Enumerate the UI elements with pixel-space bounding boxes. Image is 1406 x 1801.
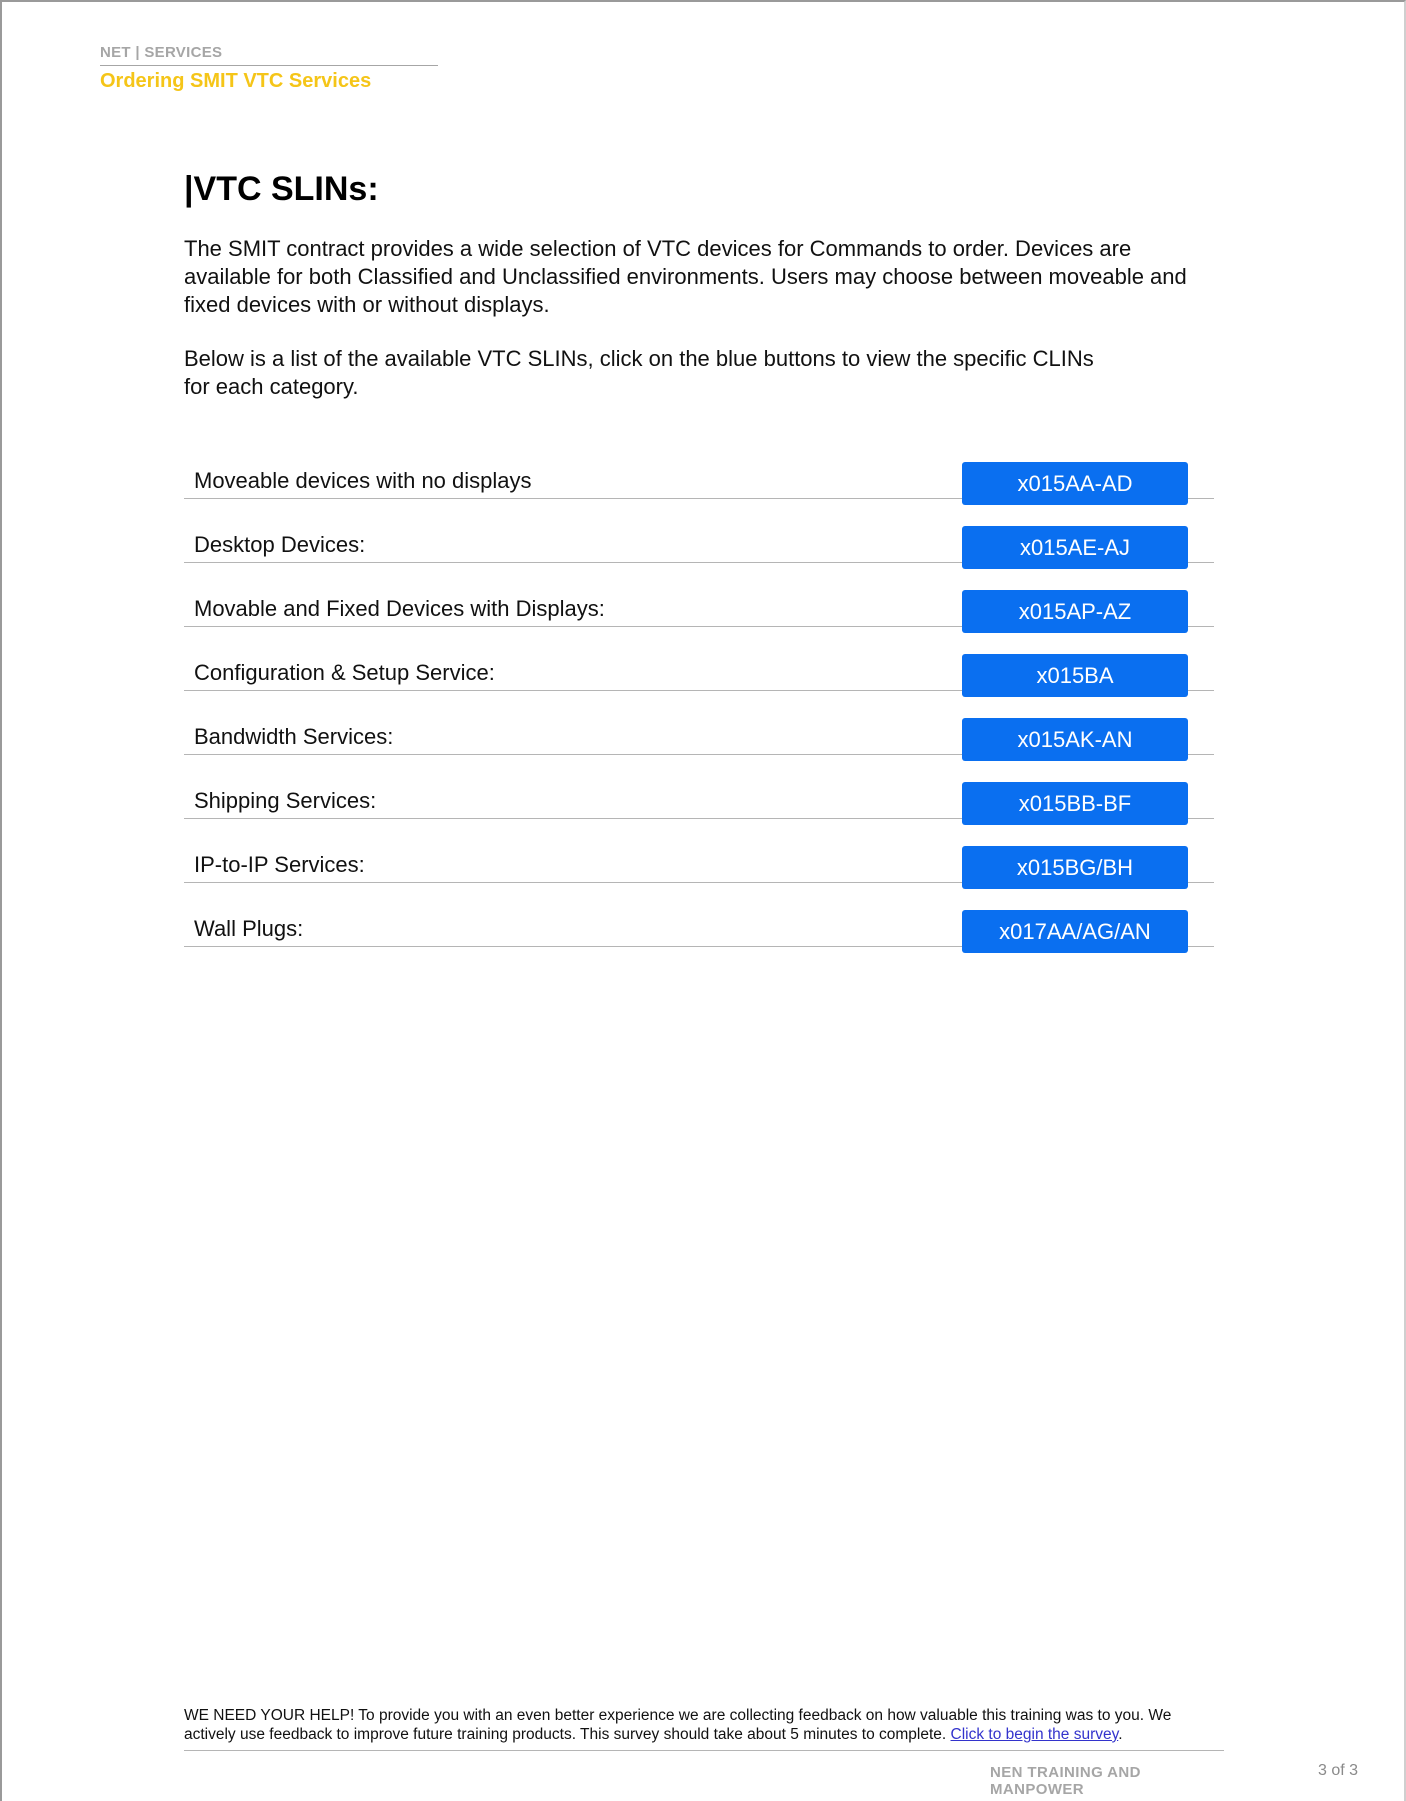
survey-link[interactable]: Click to begin the survey <box>950 1726 1119 1743</box>
slin-button-x015ae-aj[interactable]: x015AE-AJ <box>962 526 1188 569</box>
slin-label: Bandwidth Services: <box>194 724 394 749</box>
intro-paragraph: The SMIT contract provides a wide selection of VTC devices for Commands to order. Devices are available for both Classified and Unclassified environments. Users may choose between moveable and fixed devices with or without displays. <box>184 236 1187 317</box>
page-number: 3 of 3 <box>1318 1762 1359 1779</box>
page-title: |VTC SLINs: <box>184 170 379 208</box>
page-footer <box>184 1706 1224 1798</box>
survey-note-text: WE NEED YOUR HELP! To provide you with an even better experience we are collecting feedback on how valuable this training was to you. We actively use feedback to improve future training products. This survey should take about 5 minutes to complete. <box>184 1707 1172 1743</box>
slin-button-x015ba[interactable]: x015BA <box>962 654 1188 697</box>
intro-text <box>184 235 1214 401</box>
header-section-label: NET | SERVICES <box>100 44 438 66</box>
slin-button-x015ak-an[interactable]: x015AK-AN <box>962 718 1188 761</box>
slin-button-x015bb-bf[interactable]: x015BB-BF <box>962 782 1188 825</box>
slin-button-x017aa-ag-an[interactable]: x017AA/AG/AN <box>962 910 1188 953</box>
slin-row <box>184 590 1214 654</box>
slin-label: Movable and Fixed Devices with Displays: <box>194 596 605 621</box>
slin-button-x015aa-ad[interactable]: x015AA-AD <box>962 462 1188 505</box>
slin-label: Configuration & Setup Service: <box>194 660 495 685</box>
survey-note <box>184 1706 1224 1751</box>
page-header <box>100 44 438 93</box>
slin-label: Wall Plugs: <box>194 916 304 941</box>
slin-button-x015ap-az[interactable]: x015AP-AZ <box>962 590 1188 633</box>
slin-row <box>184 654 1214 718</box>
slin-label: IP-to-IP Services: <box>194 852 365 877</box>
slin-list <box>184 462 1214 974</box>
slin-row <box>184 718 1214 782</box>
slin-button-x015bg-bh[interactable]: x015BG/BH <box>962 846 1188 889</box>
slin-row <box>184 526 1214 590</box>
slin-row <box>184 910 1214 974</box>
survey-link-suffix: . <box>1118 1726 1123 1743</box>
slin-row <box>184 782 1214 846</box>
main-content <box>184 170 1214 401</box>
footer-organization: NEN TRAINING AND MANPOWER <box>990 1764 1141 1798</box>
slin-label: Desktop Devices: <box>194 532 366 557</box>
header-title: Ordering SMIT VTC Services <box>100 70 372 92</box>
slin-label: Moveable devices with no displays <box>194 468 532 493</box>
slin-row <box>184 846 1214 910</box>
instruction-paragraph: Below is a list of the available VTC SLINs, click on the blue buttons to view the specific CLINs for each category. <box>184 346 1094 399</box>
slin-label: Shipping Services: <box>194 788 377 813</box>
slin-row <box>184 462 1214 526</box>
